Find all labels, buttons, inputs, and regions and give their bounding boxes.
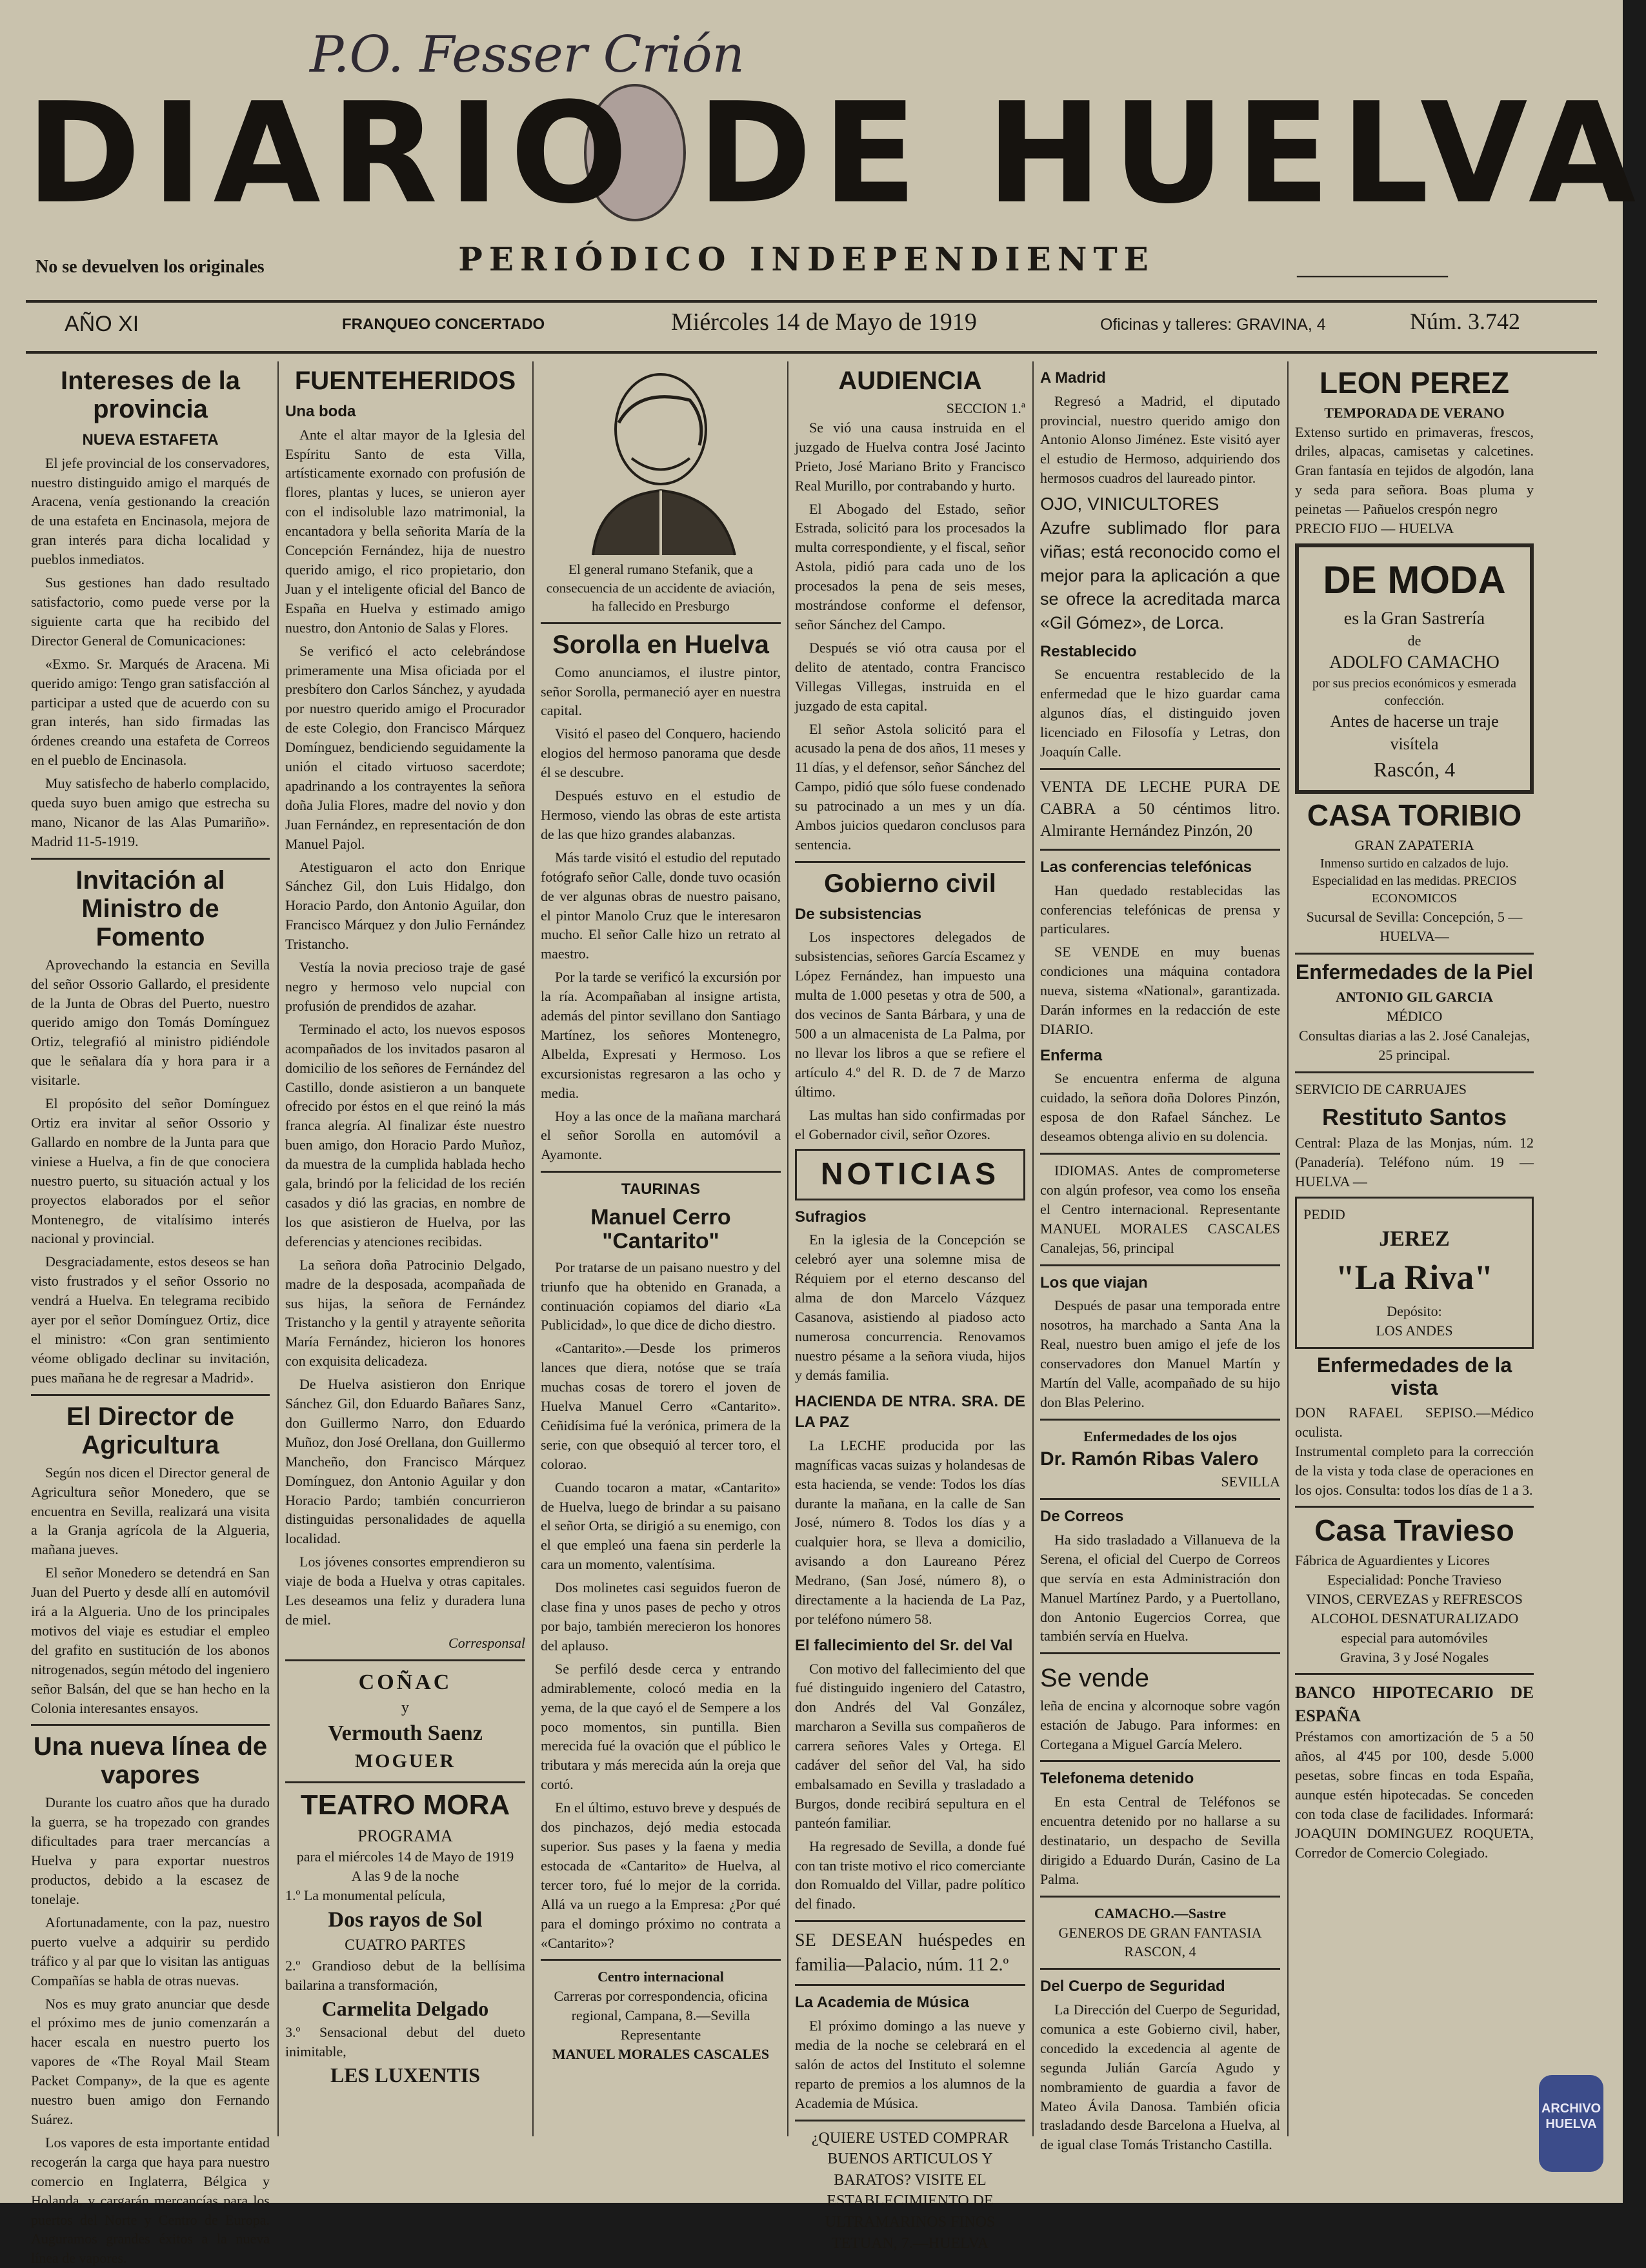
ad-line: de bbox=[1407, 632, 1421, 649]
headline: Manuel Cerro "Cantarito" bbox=[590, 1204, 731, 1254]
subheading: Telefonema detenido bbox=[1040, 1770, 1194, 1788]
paragraph: Vestía la novia precioso traje de gasé negro y hermoso velo nupcial con profusión de prendidos de azahar. bbox=[285, 959, 525, 1014]
subheading: Los que viajan bbox=[1040, 1273, 1148, 1291]
paragraph: «Exmo. Sr. Marqués de Aracena. Mi querido amigo: Tengo gran satisfacción al participar a usted que de acuerdo con su gran interés, han sido firmadas las órdenes creando una estafeta de Correos en el pueblo de Encinasola. bbox=[31, 655, 270, 769]
divider bbox=[31, 858, 270, 860]
ad-line: ANTONIO GIL GARCIA bbox=[1335, 989, 1494, 1006]
paragraph: Se perfiló desde cerca y entrando admirablemente, colocó media en la yema, de la que cayó el de Sempere a los poco momentos, sin puntilla. Bien merecida fué la ovación que el público le tributara y más merecida aún la oreja que cortó. bbox=[541, 1660, 781, 1793]
divider bbox=[1040, 1652, 1280, 1654]
paragraph: El señor Astola solicitó para el acusado la pena de dos años, 11 meses y 11 días, y el defensor, señor Sánchez del Campo, pidió que sólo fuese condenado su patrocinado a un mes y un día. Ambos juicios quedaron conclusos para sentencia. bbox=[795, 720, 1025, 853]
advert-heading: LEON PEREZ bbox=[1320, 366, 1509, 400]
advert-heading: Enfermedades de los ojos bbox=[1083, 1428, 1237, 1444]
divider bbox=[795, 1920, 1025, 1922]
paragraph: Por tratarse de un paisano nuestro y del triunfo que ha obtenido en Granada, a continuación copiamos del diario «La Publicidad», lo que dice de dicho diestro. bbox=[541, 1259, 781, 1333]
ad-line: Especialidad: Ponche Travieso bbox=[1327, 1571, 1502, 1588]
ad-line: SERVICIO DE CARRUAJES bbox=[1295, 1080, 1467, 1097]
divider bbox=[1040, 1419, 1280, 1421]
column-rule bbox=[1032, 361, 1034, 2136]
subheading: HACIENDA DE NTRA. SRA. DE LA PAZ bbox=[795, 1392, 1025, 1432]
ad-line: Antes de hacerse un traje visítela bbox=[1330, 711, 1499, 754]
ad-line: DON RAFAEL SEPISO.—Médico oculista. bbox=[1295, 1404, 1534, 1440]
programme-item: 3.º Sensacional debut del dueto inimitable, bbox=[285, 2024, 525, 2060]
headline: Gobierno civil bbox=[824, 869, 996, 898]
ad-line: Carreras por correspondencia, oficina regional, Campana, 8.—Sevilla bbox=[554, 1988, 768, 2024]
paragraph: Ha regresado de Sevilla, a donde fué con tan triste motivo el rico comerciante don Romualdo del Villar, padre político del finado. bbox=[795, 1838, 1025, 1912]
subheading: NUEVA ESTAFETA bbox=[82, 431, 219, 449]
ad-text: Central: Plaza de las Monjas, núm. 12 (Panadería). Teléfono núm. 19 — HUELVA — bbox=[1295, 1135, 1534, 1190]
paragraph: Los inspectores delegados de subsistencias, señores García Escamez y López Fernández, han impuesto una multa de 1.000 pesetas y otra de 500, a dos vecinos de Santa Bárbara, y una de 500 a un almacenista de La Palma, por no llevar los libros a que se refiere el artículo 4.º del R. D. de 7 de Marzo último. bbox=[795, 929, 1025, 1100]
advert-heading: BANCO HIPOTECARIO DE ESPAÑA bbox=[1295, 1683, 1534, 1725]
paragraph: En el último, estuvo breve y después de dos pinchazos, dejó media estocada superior. Sus pases y la faena y media estocada de «Cantarito» de Huelva, al tercer toro, fué lo mejor de la corrida. Allá va un ruego a la Empresa: ¿Por qué para el domingo próximo no contrata a «Cantarito»? bbox=[541, 1799, 781, 1951]
paragraph: Las multas han sido confirmadas por el Gobernador civil, señor Ozores. bbox=[795, 1106, 1025, 1142]
ad-line: ADOLFO CAMACHO bbox=[1329, 652, 1500, 673]
ad-line: COÑAC bbox=[358, 1670, 452, 1694]
paragraph: Atestiguaron el acto don Enrique Sánchez Gil, don Luis Hidalgo, don Horacio Pardo, don Antonio Aguilar, don Francisco Márquez y don Julio Fernández Tristancho. bbox=[285, 858, 525, 953]
ad-text: Extenso surtido en primaveras, frescos, driles, alpacas, camisetas y calcetines. Gran fantasía en tejidos de algodón, lana y seda para señora. Boas pluma y peinetas — Pañuelos crespón negro bbox=[1295, 423, 1534, 518]
ad-text: Consultas diarias a las 2. José Canalejas, 25 principal. bbox=[1298, 1028, 1531, 1063]
issue-date: Miércoles 14 de Mayo de 1919 bbox=[671, 309, 977, 336]
programme-item: 1.º La monumental película, bbox=[285, 1887, 446, 1904]
ad-line: ALCOHOL DESNATURALIZADO especial para automóviles bbox=[1310, 1610, 1519, 1646]
advert-azufre: Azufre sublimado flor para viñas; está reconocido como el mejor para la aplicación a que se ofrece la acreditada marca «Gil Gómez», de Lorca. bbox=[1040, 518, 1280, 633]
ad-line: VINOS, CERVEZAS y REFRESCOS bbox=[1306, 1590, 1523, 1607]
column-rule bbox=[532, 361, 534, 2136]
subheading: Del Cuerpo de Seguridad bbox=[1040, 1978, 1225, 1996]
advert-heading: Se vende bbox=[1040, 1664, 1150, 1693]
paragraph: Se vió una causa instruida en el juzgado de Huelva contra José Jacinto Prieto, José Mariano Brito y Francisco Real Murillo, por contrabando y hurto. bbox=[795, 419, 1025, 494]
ad-text: Inmenso surtido en calzados de lujo. Especialidad en las medidas. PRECIOS ECONOMICOS bbox=[1312, 856, 1517, 906]
paragraph: Durante los cuatro años que ha durado la guerra, se ha tropezado con grandes dificultades para traer mercancías a Huelva y para exportar nuestros productos, debido a la escasez de tonelaje. bbox=[31, 1794, 270, 1907]
dancer-name: Carmelita Delgado bbox=[321, 1996, 489, 2020]
paragraph: La Dirección del Cuerpo de Seguridad, comunica a este Gobierno civil, haber, concedido la excedencia al agente de segunda Julián García Agudo y nombramiento de guardia a favor de Mateo Ávila Danosa. También oficia trasladando desde Barcelona a Huelva, al de igual clase Tomás Tristancho Castilla. bbox=[1040, 2001, 1280, 2153]
ad-line: MANUEL MORALES CASCALES bbox=[552, 2046, 770, 2063]
ad-line: TEMPORADA DE VERANO bbox=[1324, 404, 1505, 421]
ad-line: es la Gran Sastrería bbox=[1343, 608, 1485, 629]
office-address: Oficinas y talleres: GRAVINA, 4 bbox=[1100, 316, 1326, 334]
divider bbox=[31, 1724, 270, 1726]
paragraph: Como anunciamos, el ilustre pintor, señor Sorolla, permaneció ayer en nuestra capital. bbox=[541, 663, 781, 719]
column-2 bbox=[285, 361, 525, 2136]
paragraph: Con motivo del fallecimiento del que fué distinguido ingeniero del Catastro, don Andrés del Val González, marcharon a Sevilla sus compañeros de carrera señores Vales y Ortega. El cadáver del señor del Val, ha sido embalsamado en Sevilla y trasladado a Burgos, donde recibirá sepultura en el panteón familiar. bbox=[795, 1660, 1025, 1831]
advert-ultramarinos: ¿QUIERE USTED COMPRAR BUENOS ARTICULOS Y BARATOS? VISITE EL ESTABLECIMIENTO DE ULTRAMARINOS FINOS TETUAN, 7.—HUELVA bbox=[811, 2129, 1009, 2252]
divider bbox=[1040, 1896, 1280, 1898]
duo-name: LES LUXENTIS bbox=[330, 2063, 481, 2087]
paragraph: Ha sido trasladado a Villanueva de la Serena, el oficial del Cuerpo de Correos que servía en esta Administración don Manuel Martínez Pardo, y a Puertollano, don Antonio Eugercios Correa, que también servía en Huelva. bbox=[1040, 1531, 1280, 1645]
paragraph: Terminado el acto, los nuevos esposos acompañados de los invitados pasaron al domicilio de los señores de Fernández del Castillo, donde asistieron a un banquete ofrecido por éstos en el que reinó la más franca alegría. Al finalizar éste nuestro buen amigo, don Horacio Pardo Muñoz, da muestra de la cumplida hablada hecho gala, brindó por la felicidad de los recién casados y dió las gracias, en nombre de los que asistieron de Huelva, por las deferencias y atenciones recibidas. bbox=[285, 1020, 525, 1250]
doctor-name: Dr. Ramón Ribas Valero bbox=[1040, 1448, 1259, 1470]
divider bbox=[1040, 849, 1280, 851]
subheading: De subsistencias bbox=[795, 905, 922, 923]
programme-date: para el miércoles 14 de Mayo de 1919 bbox=[296, 1848, 514, 1865]
divider bbox=[795, 861, 1025, 863]
column-4 bbox=[795, 361, 1025, 2252]
subheading: El fallecimiento del Sr. del Val bbox=[795, 1636, 1013, 1654]
advert-la-riva bbox=[1295, 1197, 1534, 1348]
paragraph: Visitó el paseo del Conquero, haciendo elogios del hermoso panorama que desde él se descubre. bbox=[541, 725, 781, 781]
programme-item: 2.º Grandioso debut de la bellísima bailarina a transformación, bbox=[285, 1958, 525, 1993]
divider bbox=[795, 1984, 1025, 1986]
paragraph: SE VENDE en muy buenas condiciones una máquina contadora nueva, sistema «National», garantizada. Darán informes en la redacción de este DIARIO. bbox=[1040, 944, 1280, 1037]
headline: Invitación al Ministro de Fomento bbox=[75, 866, 225, 951]
divider bbox=[1295, 953, 1534, 955]
theatre-title: TEATRO MORA bbox=[300, 1788, 510, 1821]
paragraph: De Huelva asistieron don Enrique Sánchez Gil, don Eduardo Bañares Sanz, don Guillermo Narro, don Eduardo Muñoz, don José Orellana, don Guillermo Mancheño, don Francisco Márquez Domínguez, don Antonio Aguilar y don Horacio Pardo; también concurrieron distinguidas personalidades de aquella localidad. bbox=[285, 1376, 525, 1547]
portrait-illustration bbox=[541, 361, 780, 555]
divider bbox=[1040, 1498, 1280, 1500]
advert-de-moda bbox=[1295, 543, 1534, 794]
advert-heading: Enfermedades de la Piel bbox=[1295, 960, 1534, 984]
divider bbox=[795, 2120, 1025, 2121]
column-rule bbox=[787, 361, 788, 2136]
paragraph: En esta Central de Teléfonos se encuentra detenido por no hallarse a su destinatario, un despacho de Sevilla dirigido a Eduardo Durán, Casino de La Palma. bbox=[1040, 1794, 1280, 1887]
advert-heading: OJO, VINICULTORES bbox=[1040, 494, 1219, 514]
paragraph: La LECHE producida por las magníficas vacas suizas y holandesas de esta hacienda, se vende: Todos los días durante la mañana, en la calle de San José, número 8. Todos los días y a cualquier hora, se lleva a domicilio, avisando a don Laureano Pérez Medrano, (San José, número 8), o directamente a la hacienda de La Paz, por teléfono número 58. bbox=[795, 1437, 1025, 1627]
subheading: La Academia de Música bbox=[795, 1994, 969, 2012]
ad-line: MÉDICO bbox=[1386, 1008, 1443, 1025]
film-title: Dos rayos de Sol bbox=[328, 1908, 483, 1932]
ad-line: LOS ANDES bbox=[1376, 1322, 1453, 1339]
headline: Sorolla en Huelva bbox=[552, 630, 769, 659]
column-6 bbox=[1295, 361, 1534, 2136]
paragraph: Los vapores de esta importante entidad recogerán la carga que haya para nuestro comercio en Inglaterra, Bélgica y Holanda, y cargarán mercancías para los puertos del Norte y Centro de Europa. Auguramos grandes éxitos a la nueva línea de vapores. bbox=[31, 2134, 270, 2267]
postage-note: FRANQUEO CONCERTADO bbox=[342, 316, 545, 333]
advert-lena: leña de encina y alcornoque sobre vagón estación de Jabugo. Para informes: en Cortegana a Miguel García Melero. bbox=[1040, 1697, 1280, 1752]
doctor-city: SEVILLA bbox=[1221, 1473, 1280, 1490]
ad-line: PRECIO FIJO — HUELVA bbox=[1295, 520, 1454, 537]
column-1 bbox=[31, 361, 270, 2267]
paragraph: Dos molinetes casi seguidos fueron de clase fina y unos pases de pecho y otros por bajo, también merecieron los honores del aplauso. bbox=[541, 1579, 781, 1654]
section-label: SECCION 1.ª bbox=[946, 400, 1025, 416]
archive-stamp: ARCHIVO HUELVA bbox=[1539, 2075, 1603, 2172]
ad-line: RASCON, 4 bbox=[1124, 1943, 1196, 1960]
advert-heading: Casa Travieso bbox=[1314, 1514, 1514, 1548]
subheading: Las conferencias telefónicas bbox=[1040, 858, 1252, 876]
masthead-subtitle: PERIÓDICO INDEPENDIENTE bbox=[458, 240, 1155, 278]
ad-line: Fábrica de Aguardientes y Licores bbox=[1295, 1552, 1490, 1568]
divider bbox=[541, 1171, 781, 1173]
ad-line: MOGUER bbox=[354, 1750, 456, 1772]
ad-line: por sus precios económicos y esmerada confección. bbox=[1312, 676, 1516, 708]
paragraph: Aprovechando la estancia en Sevilla del señor Ossorio Gallardo, el presidente de la Junta de Obras del Puerto, nuestro querido amigo don Tomás Domínguez Ortiz, telegrafió al ministro pidiéndole que le señalara día y hora para ir a visitarle. bbox=[31, 956, 270, 1089]
paragraph: Después estuvo en el estudio de Hermoso, viendo las obras de este artista de las que hizo grandes alabanzas. bbox=[541, 787, 781, 842]
byline: Corresponsal bbox=[448, 1634, 525, 1651]
paragraph: Regresó a Madrid, el diputado provincial, nuestro querido amigo don Antonio Alonso Jiménez. Este visitó ayer el estudio de Hermoso, adquiriendo dos hermosos cuadros del laureado pintor. bbox=[1040, 392, 1280, 487]
paragraph: Se verificó el acto celebrándose primeramente una Misa oficiada por el presbítero don Carlos Sánchez, y ayudada por nuestro querido amigo el Procurador de este Colegio, don Francisco Márquez Domínguez, bendiciendo seguidamente la unión el citado virtuoso sacerdote; apadrinando a los contrayentes la señora doña Julia Flores, madre del novio y don Juan Fernández, en representación de don Manuel Pajol. bbox=[285, 642, 525, 852]
paragraph: Se encuentra enferma de alguna cuidado, la señora doña Dolores Pinzón, esposa de don Rafael Sánchez. Le deseamos obtenga alivio en su dolencia. bbox=[1040, 1070, 1280, 1145]
paragraph: Según nos dicen el Director general de Agricultura señor Monedero, que se encuentra en Sevilla, realizará una visita a la Granja agrícola de la Algueria, mañana jueves. bbox=[31, 1464, 270, 1558]
paragraph: Han quedado restablecidas las conferencias telefónicas de prensa y particulares. bbox=[1040, 882, 1280, 937]
paragraph: Muy satisfecho de haberlo complacido, queda suyo buen amigo que estrecha su mano, Nicanor de las Alas Pumariño». Madrid 11-5-1919. bbox=[31, 775, 270, 849]
ad-heading: DE MODA bbox=[1323, 558, 1506, 602]
divider bbox=[1295, 1071, 1534, 1073]
paragraph: Cuando tocaron a matar, «Cantarito» de Huelva, luego de brindar a su paisano el señor Orta, se dirigió a su enemigo, con el que empleó una faena sin perderle la cara un momento, valentísima. bbox=[541, 1479, 781, 1573]
paragraph: Por la tarde se verificó la excursión por la ría. Acompañaban al insigne artista, además del pintor sevillano don Santiago Martínez, los señores Montenegro, Albelda, Expresati y Hermoso. Los excursionistas regresaron a las ocho y media. bbox=[541, 969, 781, 1101]
advert-conac bbox=[285, 1668, 525, 1775]
paragraph: La señora doña Patrocinio Delgado, madre de la desposada, acompañada de sus hijas, la señora de Fernández Tristancho y la gentil y atrayente señorita María Fernández, hicieron los honores con exquisita delicadeza. bbox=[285, 1256, 525, 1370]
paragraph: IDIOMAS. Antes de comprometerse con algún profesor, vea como los enseña el Centro internacional. Representante MANUEL MORALES CASCALES Canalejas, 56, principal bbox=[1040, 1162, 1280, 1256]
headline: FUENTEHERIDOS bbox=[294, 367, 516, 395]
ad-heading: "La Riva" bbox=[1335, 1258, 1494, 1297]
divider bbox=[541, 1959, 781, 1961]
paragraph: El Abogado del Estado, señor Estrada, solicitó para los procesados la multa correspondiente, y el fiscal, señor Astola, pidió para cada uno de los procesados la pena de seis meses, mostrándose conforme el defensor, señor Sánchez del Campo. bbox=[795, 500, 1025, 633]
ad-line: Centro internacional bbox=[597, 1969, 724, 1985]
portrait-caption: El general rumano Stefanik, que a consecuencia de un accidente de aviación, ha fallecido en Presburgo bbox=[546, 562, 776, 614]
section-label: TAURINAS bbox=[621, 1180, 701, 1199]
masthead-right-note: ————————— bbox=[1297, 266, 1448, 285]
paragraph: En la iglesia de la Concepción se celebró ayer una solemne misa de Réquiem por el eterno descanso del alma de don Marcelo Vázquez Casanova, asistiendo al piadoso acto numerosa concurrencia. Renovamos nuestro pésame a la señora viuda, hijos y demás familia. bbox=[795, 1231, 1025, 1383]
ad-line: PEDID bbox=[1303, 1206, 1345, 1223]
divider bbox=[31, 1394, 270, 1396]
advert-heading: Restituto Santos bbox=[1321, 1103, 1507, 1130]
paragraph: Después de pasar una temporada entre nosotros, ha marchado a Santa Ana la Real, nuestro buen amigo el jefe de los conservadores don Manuel Martín y Martín del Valle, acompañado de su hijo don Blas Pelerino. bbox=[1040, 1297, 1280, 1410]
headline: Intereses de la provincia bbox=[61, 367, 240, 423]
subheading: Una boda bbox=[285, 403, 356, 420]
divider bbox=[1040, 1760, 1280, 1762]
divider bbox=[541, 622, 781, 624]
paragraph: Desgraciadamente, estos deseos se han visto frustrados y el señor Ossorio no vendrá a Huelva. En telegrama recibido ayer por el señor Domínguez Ortiz, dice el ministro: «Con gran sentimiento véome obligado declinar su invitación, pues mañana he de regresar a Madrid». bbox=[31, 1253, 270, 1386]
column-rule bbox=[277, 361, 279, 2136]
divider bbox=[1040, 1153, 1280, 1155]
handwritten-note: P.O. Fesser Crión bbox=[310, 26, 745, 84]
paragraph: Afortunadamente, con la paz, nuestro puerto vuelve a adquirir su perdido tráfico y al par que lo visitan las antiguas Compañías se habla de otras nuevas. bbox=[31, 1914, 270, 1989]
headline: AUDIENCIA bbox=[838, 367, 982, 395]
ad-line: Vermouth Saenz bbox=[328, 1721, 483, 1745]
divider bbox=[1295, 1506, 1534, 1508]
subheading: A Madrid bbox=[1040, 369, 1106, 387]
paragraph: Sus gestiones han dado resultado satisfactorio, como puede verse por la siguiente carta que ha recibido del Director General de Comunicaciones: bbox=[31, 574, 270, 649]
ad-line: JEREZ bbox=[1379, 1227, 1450, 1251]
advert-centro bbox=[541, 1967, 781, 2064]
masthead-left-note: No se devuelven los originales bbox=[35, 257, 265, 277]
paragraph: «Cantarito».—Desde los primeros lances que diera, notóse que se traía muchas cosas de torero el joven de Huelva Manuel Cerro «Cantarito». Ceñidísima fué la verónica, primera de la serie, con que obsequió al tercer toro, el colorao. bbox=[541, 1340, 781, 1472]
ad-line: y bbox=[401, 1699, 409, 1717]
headline: El Director de Agricultura bbox=[66, 1402, 235, 1459]
ad-line: Representante bbox=[620, 2027, 701, 2043]
column-5 bbox=[1040, 361, 1280, 2153]
issue-year: AÑO XI bbox=[65, 312, 139, 336]
film-parts: CUATRO PARTES bbox=[345, 1937, 466, 1954]
ad-line: GRAN ZAPATERIA bbox=[1354, 836, 1474, 853]
divider bbox=[285, 1781, 525, 1783]
column-3 bbox=[541, 361, 781, 2136]
programme-hour: A las 9 de la noche bbox=[351, 1868, 459, 1885]
paragraph: Nos es muy grato anunciar que desde el próximo mes de junio comenzarán a hacer escala en nuestro puerto los vapores de «The Royal Mail Steam Packet Company», de la que es agente nuestro buen amigo don Fernando Suárez. bbox=[31, 1995, 270, 2127]
divider bbox=[1295, 1673, 1534, 1675]
paragraph: El jefe provincial de los conservadores, nuestro distinguido amigo el marqués de Aracena, venía gestionando la creación de una estafeta en Encinasola, mejora de gran interés para dicha localidad y pueblos inmediatos. bbox=[31, 454, 270, 568]
subheading: Sufragios bbox=[795, 1208, 867, 1226]
advert-heading: Enfermedades de la vista bbox=[1316, 1353, 1512, 1399]
advert-leche: VENTA DE LECHE PURA DE CABRA a 50 céntimos litro. Almirante Hernández Pinzón, 20 bbox=[1040, 778, 1280, 840]
headline: Una nueva línea de vapores bbox=[33, 1732, 268, 1790]
paragraph: El próximo domingo a las nueve y media de la noche se celebrará en el salón de actos del Instituto el solemne reparto de premios a los alumnos de la Academia de Música. bbox=[795, 2018, 1025, 2111]
ad-line: Depósito: bbox=[1387, 1302, 1442, 1319]
ad-text: Préstamos con amortización de 5 a 50 años, al 4'45 por 100, desde 5.000 pesetas, sobre fincas en toda España, aunque estén hipotecadas. Se conceden con toda clase de facilidades. Informará: JOAQUIN DOMINGUEZ ROQUETA, Corredor de Comercio Colegiado. bbox=[1295, 1728, 1534, 1861]
subheading: Restablecido bbox=[1040, 642, 1137, 660]
paragraph: Más tarde visitó el estudio del reputado fotógrafo señor Calle, donde tuvo ocasión de ver algunas obras de nuestro paisano, el pintor Manolo Cruz que le interesaron mucho. El señor Calle hizo un retrato al maestro. bbox=[541, 849, 781, 962]
masthead-title: DIARIO DE HUELVA bbox=[26, 72, 1646, 234]
divider bbox=[1040, 1968, 1280, 1970]
subheading: Enferma bbox=[1040, 1046, 1103, 1064]
paragraph: Se encuentra restablecido de la enfermedad que le hizo guardar cama algunos días, el distinguido joven licenciado en Filosofía y Letras, don Joaquín Calle. bbox=[1040, 666, 1280, 760]
info-bar bbox=[26, 300, 1597, 354]
paragraph: Hoy a las once de la mañana marchará el señor Sorolla en automóvil a Ayamonte. bbox=[541, 1108, 781, 1163]
paragraph: El propósito del señor Domínguez Ortiz era invitar al señor Ossorio y Gallardo en nombre de la Junta para que viniese a Huelva, a fin de que conociera nuestro puerto, su situación actual y los proyectos elaborados por el señor Montenegro, de vitalísimo interés nacional y provincial. bbox=[31, 1095, 270, 1247]
subheading: De Correos bbox=[1040, 1508, 1124, 1526]
paragraph: El señor Monedero se detendrá en San Juan del Puerto y desde allí en automóvil irá a la Algueria. Uno de los principales motivos del viaje es estudiar el empleo del grafito en sustitución de los abonos nitrogenados, según método del ingeniero señor Balsán, del que se han hecho en la Colonia interesantes ensayos. bbox=[31, 1564, 270, 1716]
divider bbox=[285, 1659, 525, 1661]
paragraph: Después se vió otra causa por el delito de atentado, contra Francisco Villegas Villegas, instruida en el juzgado de esta capital. bbox=[795, 639, 1025, 714]
ad-line: Sucursal de Sevilla: Concepción, 5 —HUELVA— bbox=[1306, 909, 1523, 945]
column-rule bbox=[1287, 361, 1289, 2136]
paragraph: Ante el altar mayor de la Iglesia del Espíritu Santo de esta Villa, artísticamente exornado con profusión de flores, plantas y luces, se unieron ayer con el indisoluble lazo matrimonial, la encantadora y bella señorita María de la Concepción Fernández, hija de nuestro querido amigo, el rico propietario, don Juan y el inteligente oficial del Banco de España en Huelva y estimado amigo nuestro, don Antonio de Salas y Flores. bbox=[285, 426, 525, 636]
advert-heading: CASA TORIBIO bbox=[1307, 798, 1522, 833]
ad-text: Instrumental completo para la corrección de la vista y toda clase de operaciones en los ojos. Consulta: todos los días de 1 a 3. bbox=[1295, 1443, 1534, 1498]
divider bbox=[1040, 1264, 1280, 1266]
ad-line: Gravina, 3 y José Nogales bbox=[1340, 1648, 1489, 1665]
advert-huespedes: SE DESEAN huéspedes en familia—Palacio, núm. 11 2.º bbox=[795, 1930, 1025, 1976]
programme-label: PROGRAMA bbox=[357, 1827, 453, 1846]
issue-number: Núm. 3.742 bbox=[1410, 309, 1520, 334]
ad-line: GENEROS DE GRAN FANTASIA bbox=[1058, 1924, 1262, 1941]
advert-heading: CAMACHO.—Sastre bbox=[1094, 1905, 1227, 1921]
ad-line: Rascón, 4 bbox=[1373, 757, 1456, 781]
noticias-heading: NOTICIAS bbox=[795, 1149, 1025, 1200]
divider bbox=[1040, 768, 1280, 770]
paragraph: Los jóvenes consortes emprendieron su viaje de boda a Huelva y otras capitales. Les deseamos una feliz y duradera luna de miel. bbox=[285, 1554, 525, 1628]
